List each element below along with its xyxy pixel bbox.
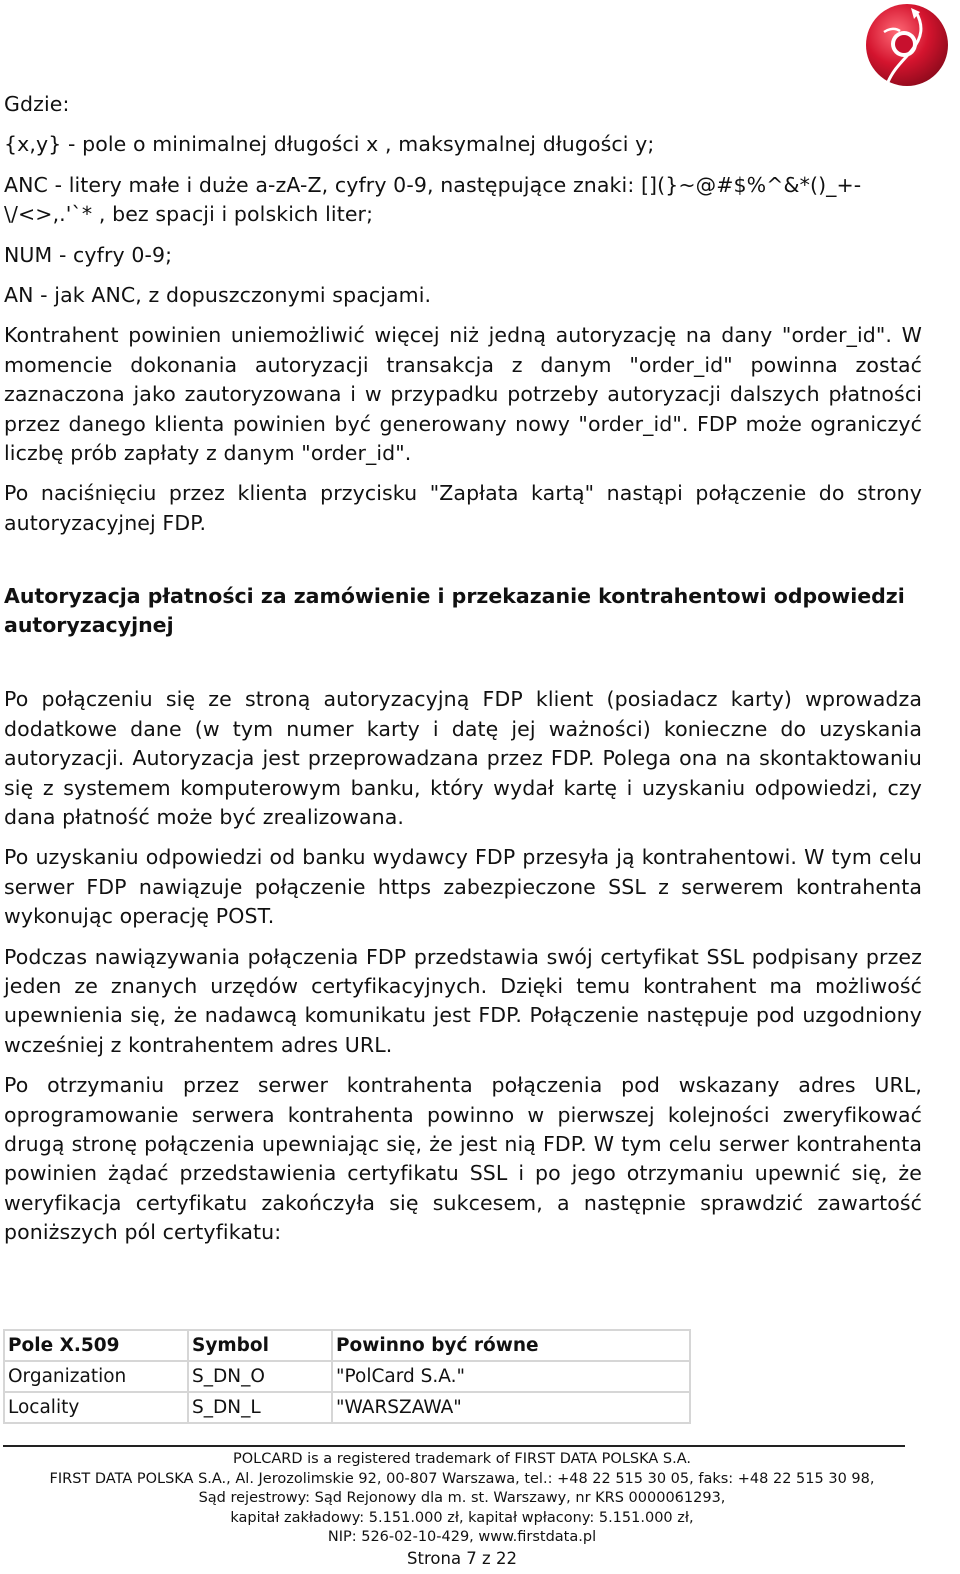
footer-capital: kapitał zakładowy: 5.151.000 zł, kapitał wpłacony: 5.151.000 zł,	[230, 1509, 694, 1526]
page-footer	[0, 1450, 924, 1570]
table-cell: Organization	[4, 1361, 188, 1392]
paragraph-num: NUM - cyfry 0-9;	[4, 242, 173, 267]
table-cell: Locality	[4, 1392, 188, 1423]
table-cell: "PolCard S.A."	[332, 1361, 690, 1392]
document-body	[4, 90, 922, 1259]
table-header-cell: Symbol	[188, 1330, 332, 1361]
paragraph-where: Gdzie:	[4, 92, 70, 116]
footer-trademark: POLCARD is a registered trademark of FIRST DATA POLSKA S.A.	[232, 1451, 691, 1467]
paragraph-ssl-certificate: Podczas nawiązywania połączenia FDP przedstawia swój certyfikat SSL podpisany przez jeden ze znanych urzędów certyfikacyjnych. Dzięki temu kontrahent ma możliwość upewnienia się, że nadawcą komunikatu jest FDP. Połączenie następuje pod uzgodniony wcześniej z kontrahentem adres URL.	[4, 944, 922, 1057]
table-cell: "WARSZAWA"	[332, 1392, 690, 1423]
footer-registry: Sąd rejestrowy: Sąd Rejonowy dla m. st. Warszawy, nr KRS 0000061293,	[198, 1490, 726, 1506]
table-header-row	[4, 1330, 690, 1361]
paragraph-anc: ANC - litery małe i duże a-zA-Z, cyfry 0-9, następujące znaki: [](}~@#$%^&*()_+-\/<>,.'`* , bez spacji i polskich liter;	[4, 172, 862, 227]
table-row	[4, 1392, 690, 1423]
paragraph-field-length: {x,y} - pole o minimalnej długości x , maksymalnej długości y;	[4, 132, 655, 157]
section-heading: Autoryzacja płatności za zamówienie i przekazanie kontrahentowi odpowiedzi autoryzacyjnej	[4, 584, 905, 638]
table-header-cell: Pole X.509	[4, 1330, 188, 1361]
paragraph-order-id: Kontrahent powinien uniemożliwić więcej niż jedną autoryzację na dany "order_id". W momencie dokonania autoryzacji transakcja z danym "order_id" powinna zostać zaznaczona jako zautoryzowana i w przypadku potrzeby autoryzacji dalszych płatności przez danego klienta powinien być generowany nowy "order_id". FDP może ograniczyć liczbę prób zapłaty z danym "order_id".	[4, 323, 922, 466]
footer-address: FIRST DATA POLSKA S.A., Al. Jerozolimskie 92, 00-807 Warszawa, tel.: +48 22 515 30 05, faks: +48 22 515 30 98,	[49, 1470, 875, 1487]
table-header-cell: Powinno być równe	[332, 1330, 690, 1361]
table-row	[4, 1361, 690, 1392]
paragraph-bank-response: Po uzyskaniu odpowiedzi od banku wydawcy FDP przesyła ją kontrahentowi. W tym celu serwer FDP nawiązuje połączenie https zabezpieczone SSL z serwerem kontrahenta wykonując operację POST.	[4, 845, 922, 929]
certificate-fields-table	[3, 1329, 691, 1424]
table-cell: S_DN_O	[188, 1361, 332, 1392]
page-number: Strona 7 z 22	[407, 1548, 517, 1568]
table-cell: S_DN_L	[188, 1392, 332, 1423]
paragraph-pay-button: Po naciśnięciu przez klienta przycisku "Zapłata kartą" nastąpi połączenie do strony autoryzacyjnej FDP.	[4, 481, 922, 535]
polcard-globe-logo-icon	[864, 2, 950, 88]
footer-nip: NIP: 526-02-10-429, www.firstdata.pl	[327, 1529, 597, 1545]
footer-divider	[3, 1445, 905, 1447]
paragraph-authorization: Po połączeniu się ze stroną autoryzacyjną FDP klient (posiadacz karty) wprowadza dodatkowe dane (w tym numer karty i datę jej ważności) konieczne do uzyskania autoryzacji. Autoryzacja jest przeprowadzana przez FDP. Polega ona na skontaktowaniu się z systemem komputerowym banku, który wydał kartę i uzyskaniu odpowiedzi, czy dana płatność może być zrealizowana.	[4, 687, 922, 829]
paragraph-verification: Po otrzymaniu przez serwer kontrahenta połączenia pod wskazany adres URL, oprogramowanie serwera kontrahenta powinno w pierwszej kolejności zweryfikować drugą stronę połączenia upewniając się, że jest nią FDP. W tym celu serwer kontrahenta powinien żądać przedstawienia certyfikatu SSL i po jego otrzymaniu upewnić się, że weryfikacja certyfikatu zakończyła się sukcesem, a następnie sprawdzić zawartość poniższych pól certyfikatu:	[4, 1073, 922, 1245]
paragraph-an: AN - jak ANC, z dopuszczonymi spacjami.	[4, 283, 432, 308]
